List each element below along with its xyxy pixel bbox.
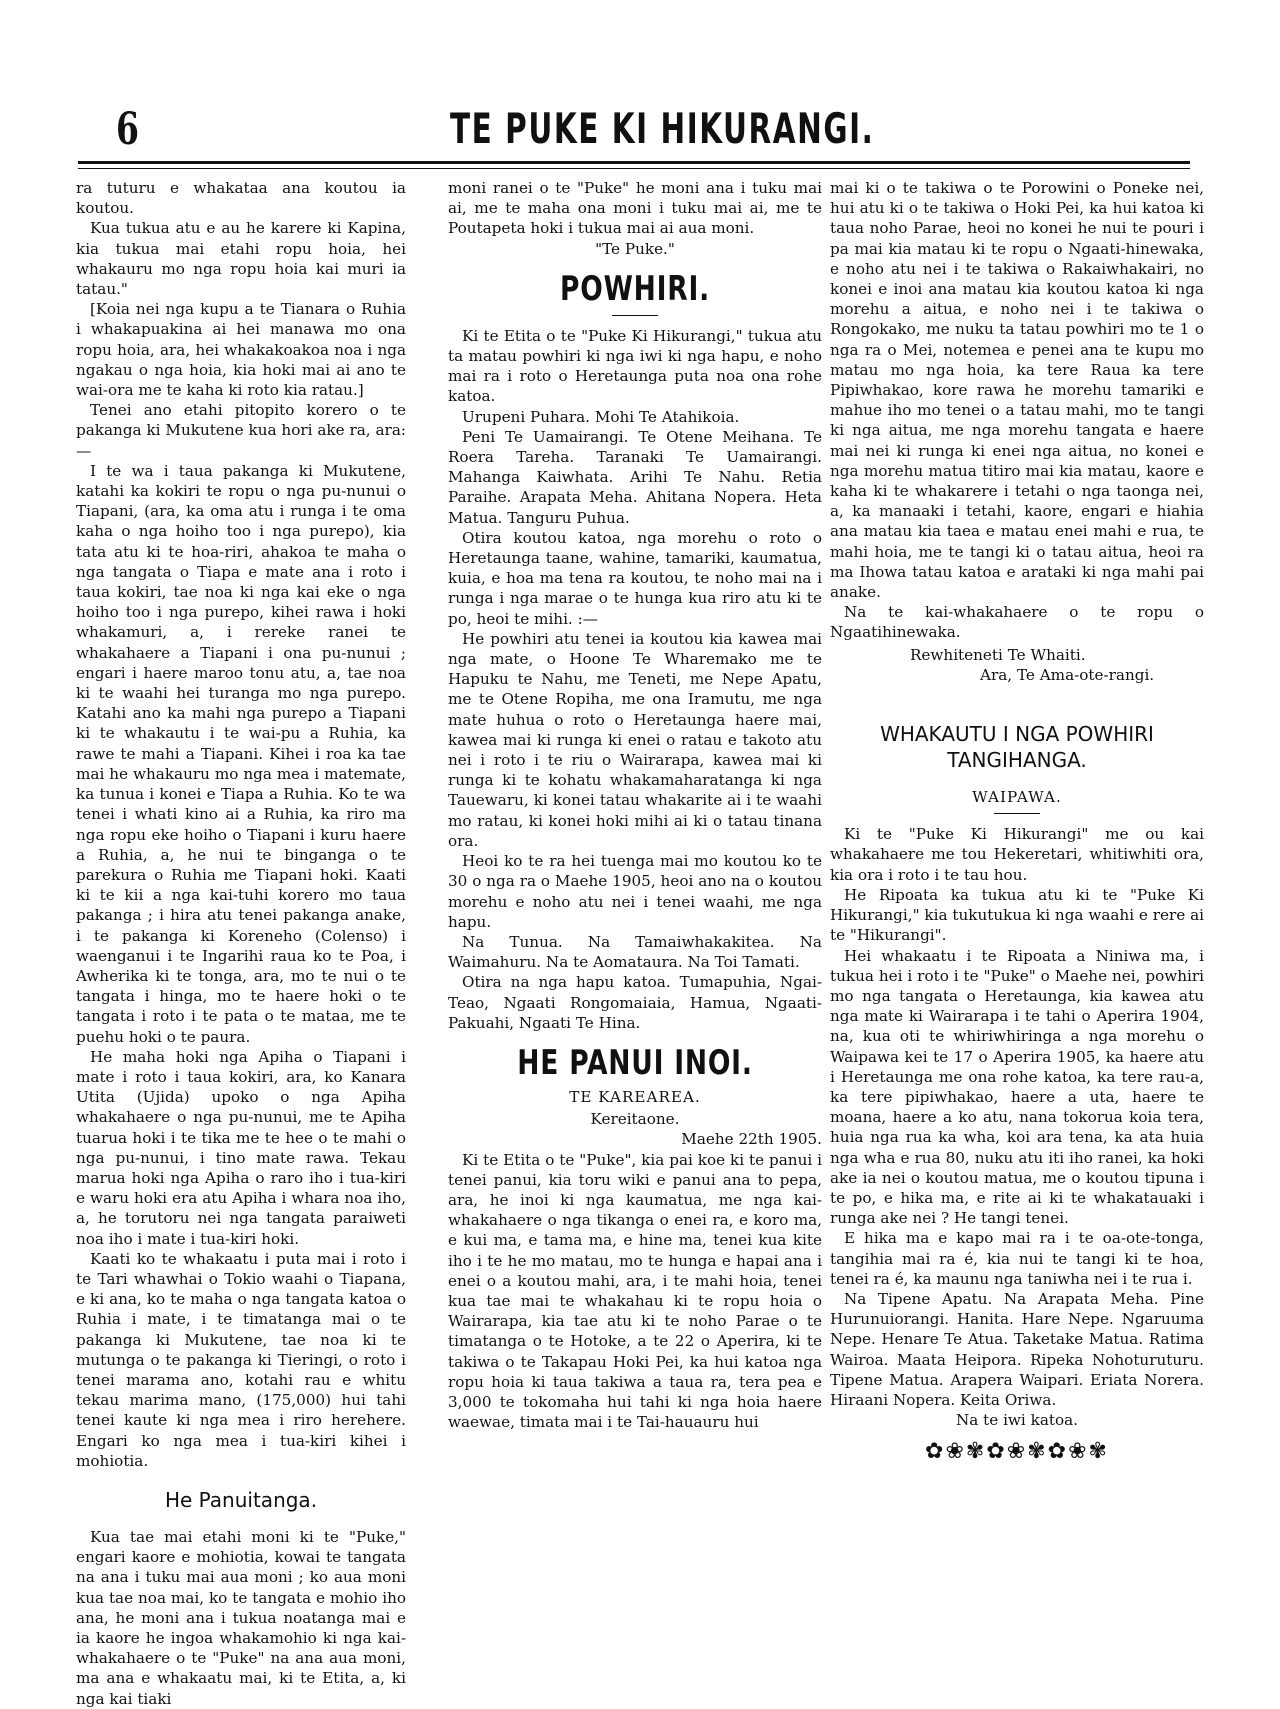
paragraph: Na te kai-whakahaere o te ropu o Ngaatihinewaka. bbox=[830, 603, 1204, 642]
names-list: Peni Te Uamairangi. Te Otene Meihana. Te Roera Tareha. Taranaki Te Uamairangi. Mahanga Kaiwhata. Arihi Te Nahu. Retia Paraihe. Arapata Meha. Ahitana Nopera. Heta Matua. Tanguru Puhua. bbox=[448, 427, 822, 527]
paragraph: E hika ma e kapo mai ra i te oa-ote-tonga, tangihia mai ra é, kia nui te tangi ki te hoa, tenei ra é, ka maunu nga taniwha nei i te rua i. bbox=[830, 1229, 1204, 1288]
banner-heading: HE PANUI INOI. bbox=[517, 1042, 753, 1083]
divider bbox=[612, 315, 658, 316]
banner-heading: POWHIRI. bbox=[560, 268, 710, 309]
date: Maehe 22th 1905. bbox=[681, 1130, 822, 1149]
section-heading: WHAKAUTU I NGA POWHIRI TANGIHANGA. bbox=[880, 722, 1154, 773]
header-rule bbox=[78, 161, 1190, 164]
paragraph: Hei whakaatu i te Ripoata a Niniwa ma, i tukua hei i roto i te "Puke" o Maehe nei, powhiri mo nga tangata o Heretaunga, kia kawea atu nga mate ki Wairarapa i te tahi o Aperira 1904, na, kua oti te whiriwhiringa a nga morehu o Waipawa kei te 17 o Aperira 1905, ka haere atu i Heretaunga me ona rohe katoa, ka tere rau-a, ka tere pipiwhakao, haere a uta, haere te moana, haere a ko atu, nana tokorua koia tera, huia nga rua ka wha, koi ara tena, ka ata huia nga wha e rua 80, nuku atu iti iho ranei, ka hoki ake ia nei o koutou matua, me o koutou tipuna i te po, e hika ma, e rite ai ki te whakatauaki i runga ake nei ? He tangi tenei. bbox=[830, 946, 1204, 1228]
paragraph: ra tuturu e whakataa ana koutou ia koutou. bbox=[76, 179, 406, 218]
paragraph: He powhiri atu tenei ia koutou kia kawea mai nga mate, o Hoone Te Wharemako me te Hapuku te Nahu, me Teneti, me Nepe Apatu, me te Otene Ropiha, me ona Iramutu, me nga mate huhua o roto o Heretaunga haere mai, kawea mai ki runga ki enei o ratau e takoto atu nei i roto i te riu o Wairarapa, kawea mai ki runga ki te kohatu whakamaharatanga ki nga Tauewaru, ki konei tatau whakarite ai i te waahi mo ratau, ki konei hoki mihi ai ki o tatau tinana ora. bbox=[448, 629, 822, 850]
signature: Rewhiteneti Te Whaiti. bbox=[910, 645, 1086, 664]
masthead-title: TE PUKE KI HIKURANGI. bbox=[450, 104, 875, 153]
paragraph: Otira koutou katoa, nga morehu o roto o Heretaunga taane, wahine, tamariki, kaumatua, kuia, e hoa ma tena ra koutou, te noho mai na i runga i nga marae o te hunga kua riro atu ki te po, heoi te mihi. :— bbox=[448, 528, 822, 628]
paragraph: Ki te Etita o te "Puke", kia pai koe ki te panui i tenei panui, kia toru wiki e panui ana to pepa, ara, he inoi ki nga kaumatua, me nga kai-whakahaere o nga tikanga o enei ra, e koro ma, e kui ma, e tama ma, e hine ma, tenei kua kite iho i te he mo matau, mo te hunga e hapai ana i enei o a koutou mahi, ara, i te mahi hoia, tenei kua tae mai te whakahau ki te ropu hoia o Wairarapa, kia tae atu ki te noho Parae o te timatanga o te Hotoke, a te 22 o Aperira, ki te takiwa o te Takapau Hoki Pei, ka hui katoa nga ropu hoia ki taua takiwa a taua ra, tera pea e 3,000 te tokomaha hui tahi ki nga hoia haere waewae, timata mai i te Tai-hauauru hui bbox=[448, 1150, 822, 1432]
paragraph: He Ripoata ka tukua atu ki te "Puke Ki Hikurangi," kia tukutukua ki nga waahi e rere ai te "Hikurangi". bbox=[830, 885, 1204, 945]
signature: "Te Puke." bbox=[595, 239, 675, 258]
section-heading: He Panuitanga. bbox=[164, 1488, 318, 1512]
names-list: Otira na nga hapu katoa. Tumapuhia, Ngai-Teao, Ngaati Rongomaiaia, Hamua, Ngaati-Pakuahi, Ngaati Te Hina. bbox=[448, 973, 822, 1032]
paragraph: Kaati ko te whakaatu i puta mai i roto i te Tari whawhai o Tokio waahi o Tiapana, e ki ana, ko te maha o nga tangata katoa o Ruhia i mate, i te timatanga mai o te pakanga ki Mukutene, tae noa ki te mutunga o te pakanga ki Tieringi, o roto i tenei marama ano, kotahi rau e whitu tekau marima mano, (175,000) hui tahi tenei kaute ki nga mea i riro herehere. Engari ko nga mea i tua-kiri kihei i mohiotia. bbox=[76, 1249, 406, 1470]
subheading: TE KAREAREA. bbox=[569, 1087, 701, 1106]
divider bbox=[994, 813, 1040, 814]
page-number: 6 bbox=[116, 104, 139, 155]
names-list: Urupeni Puhara. Mohi Te Atahikoia. bbox=[462, 407, 740, 426]
paragraph: Tenei ano etahi pitopito korero o te pakanga ki Mukutene kua hori ake ra, ara:— bbox=[76, 401, 406, 460]
header-rule-thin bbox=[78, 168, 1190, 169]
paragraph: Heoi ko te ra hei tuenga mai mo koutou ko te 30 o nga ra o Maehe 1905, heoi ano na o koutou morehu e noho atu nei i tenei waahi, me nga hapu. bbox=[448, 852, 822, 931]
column-3 bbox=[830, 178, 1204, 1463]
signature: Ara, Te Ama-ote-rangi. bbox=[980, 665, 1155, 684]
names-list: Na Tunua. Na Tamaiwhakakitea. Na Waimahuru. Na te Aomataura. Na Toi Tamati. bbox=[448, 932, 822, 972]
paragraph: mai ki o te takiwa o te Porowini o Poneke nei, hui atu ki o te takiwa o Hoki Pei, ka hui katoa ki taua noho Parae, heoi no konei he nui te pouri i pa mai kia matau ki te ropu o Ngaati-hinewaka, e noho atu nei i te takiwa o Rakaiwhakairi, no konei e inoi ana matau kia koutou katoa ki nga morehu a aitua, e noho nei i te takiwa o Rongokako, me nuku ta tatau powhiri mo te 1 o nga ra o Mei, notemea e penei ana te kupu mo matau mo nga hoia, ka tere Raua ka tere Pipiwhakao, kore rawa he morehu tamariki e mahue iho mo tenei o a tatau mahi, mo te tangi ki nga aitua, me nga morehu tangata e haere mai nei ki runga ki enei nga aitua, no konei e nga morehu matua titiro mai kia matau, kaore e kaha ki te whakarere i tetahi o nga taonga nei, a, ka manaaki i tetahi, kaore, engari e hiahia ana matau kia taea e matau enei mahi e rua, te mahi hoia, me te tangi ki o tatau aitua, heoi ra ma Ihowa tatau katoa e arataki ki nga mahi pai anake. bbox=[830, 179, 1204, 602]
column-2 bbox=[448, 178, 822, 1432]
paragraph: Ki te "Puke Ki Hikurangi" me ou kai whakahaere me tou Hekeretari, whitiwhiti ora, kia ora i roto i te tau hou. bbox=[830, 825, 1204, 884]
paragraph: Kua tae mai etahi moni ki te "Puke," engari kaore e mohiotia, kowai te tangata na ana i tuku mai aua moni ; ko aua moni kua tae noa mai, ko te tangata e mohio iho ana, he moni ana i tukua noatanga mai e ia kaore he ingoa whakamohio ki nga kai-whakahaere o te "Puke" na ana aua moni, ma ana e whakaatu mai, ki te Etita, a, ki nga kai tiaki bbox=[76, 1528, 406, 1708]
place-name: Kereitaone. bbox=[590, 1110, 680, 1129]
place-heading: WAIPAWA. bbox=[972, 788, 1062, 807]
ornament-icon: ✿❀✾✿❀✾✿❀✾ bbox=[925, 1439, 1109, 1465]
paragraph: moni ranei o te "Puke" he moni ana i tuku mai ai, me te maha ona moni i tuku mai ai, me te Poutapeta hoki i tukua mai ai aua moni. bbox=[448, 179, 822, 238]
paragraph: Kua tukua atu e au he karere ki Kapina, kia tukua mai etahi ropu hoia, hei whakauru mo nga ropu hoia kai muri ia tatau." bbox=[76, 219, 406, 299]
names-list: Na Tipene Apatu. Na Arapata Meha. Pine Hurunuiorangi. Hanita. Hare Nepe. Ngaruuma Nepe. Henare Te Atua. Taketake Matua. Ratima Wairoa. Maata Heipora. Ripeka Nohoturuturu. Tipene Matua. Arapera Waipari. Eriata Norera. Hiraani Nopera. Keita Oriwa. bbox=[830, 1289, 1204, 1409]
paragraph: [Koia nei nga kupu a te Tianara o Ruhia i whakapuakina ai hei manawa mo ona ropu hoia, ara, hei whakakoakoa noa i nga ngakau o nga hoia, kia hoki mai ai ano te wai-ora me te kaha ki roto kia ratau.] bbox=[76, 300, 406, 400]
closing-line: Na te iwi katoa. bbox=[955, 1411, 1079, 1430]
paragraph: Ki te Etita o te "Puke Ki Hikurangi," tukua atu ta matau powhiri ki nga iwi ki nga hapu, e noho mai ra i roto o Heretaunga puta noa ona rohe katoa. bbox=[448, 326, 822, 406]
paragraph: He maha hoki nga Apiha o Tiapani i mate i roto i taua kokiri, ara, ko Kanara Utita (Ujida) upoko o nga Apiha whakahaere o nga pu-nunui, me te Apiha tuarua hoki i te tika me te hee o te mahi o nga pu-nunui, i tino mate rawa. Tekau marua hoki nga Apiha o raro iho i tua-kiri e waru hoki era atu Apiha i whara noa iho, a, he torutoru nei nga tangata paraiweti noa iho i mate i tua-kiri hoki. bbox=[76, 1047, 406, 1248]
column-1 bbox=[76, 178, 406, 1709]
paragraph: I te wa i taua pakanga ki Mukutene, katahi ka kokiri te ropu o nga pu-nunui o Tiapani, (ara, ka oma atu i runga i te oma kaha o nga hoiho too i nga purepo), kia tata atu ki te hoa-riri, ahakoa te maha o nga tangata o Tiapa e mate ana i roto i taua kokiri, tae noa ki nga kai eke o nga hoiho too i nga purepo, kihei rawa i hoki whakamuri, a, i rereke ranei te whakahaere a Tiapani i ona pu-nunui ; engari i haere maroo tonu atu, a, tae noa ki te waahi hei turanga mo nga purepo. Katahi ano ka mahi nga purepo a Tiapani ki te whakautu i te wai-pu a Ruhia, ka rawe te mahi a Tiapani. Kihei i roa ka tae mai he whakauru mo nga mea i matemate, ka tunua i konei e Tiapa a Ruhia. Ko te wa tenei i whati kino ai a Ruhia, ka riro ma nga ropu eke hoiho o Tiapani i kuru haere a Ruhia, a, he nui te binganga o te parekura o Ruhia me Tiapani hoki. Kaati ki te kii a nga kai-tuhi korero mo taua pakanga ; i hira atu tenei pakanga anake, i te pakanga ki Koreneho (Colenso) i waenganui i te Ingarihi raua ko te Poa, i Awherika ki te tonga, ara, mo te nui o te tangata i hinga, mo te haere hoki o te tangata i roto i te pata o te mataa, me te puehu hoki o te paura. bbox=[76, 461, 406, 1046]
